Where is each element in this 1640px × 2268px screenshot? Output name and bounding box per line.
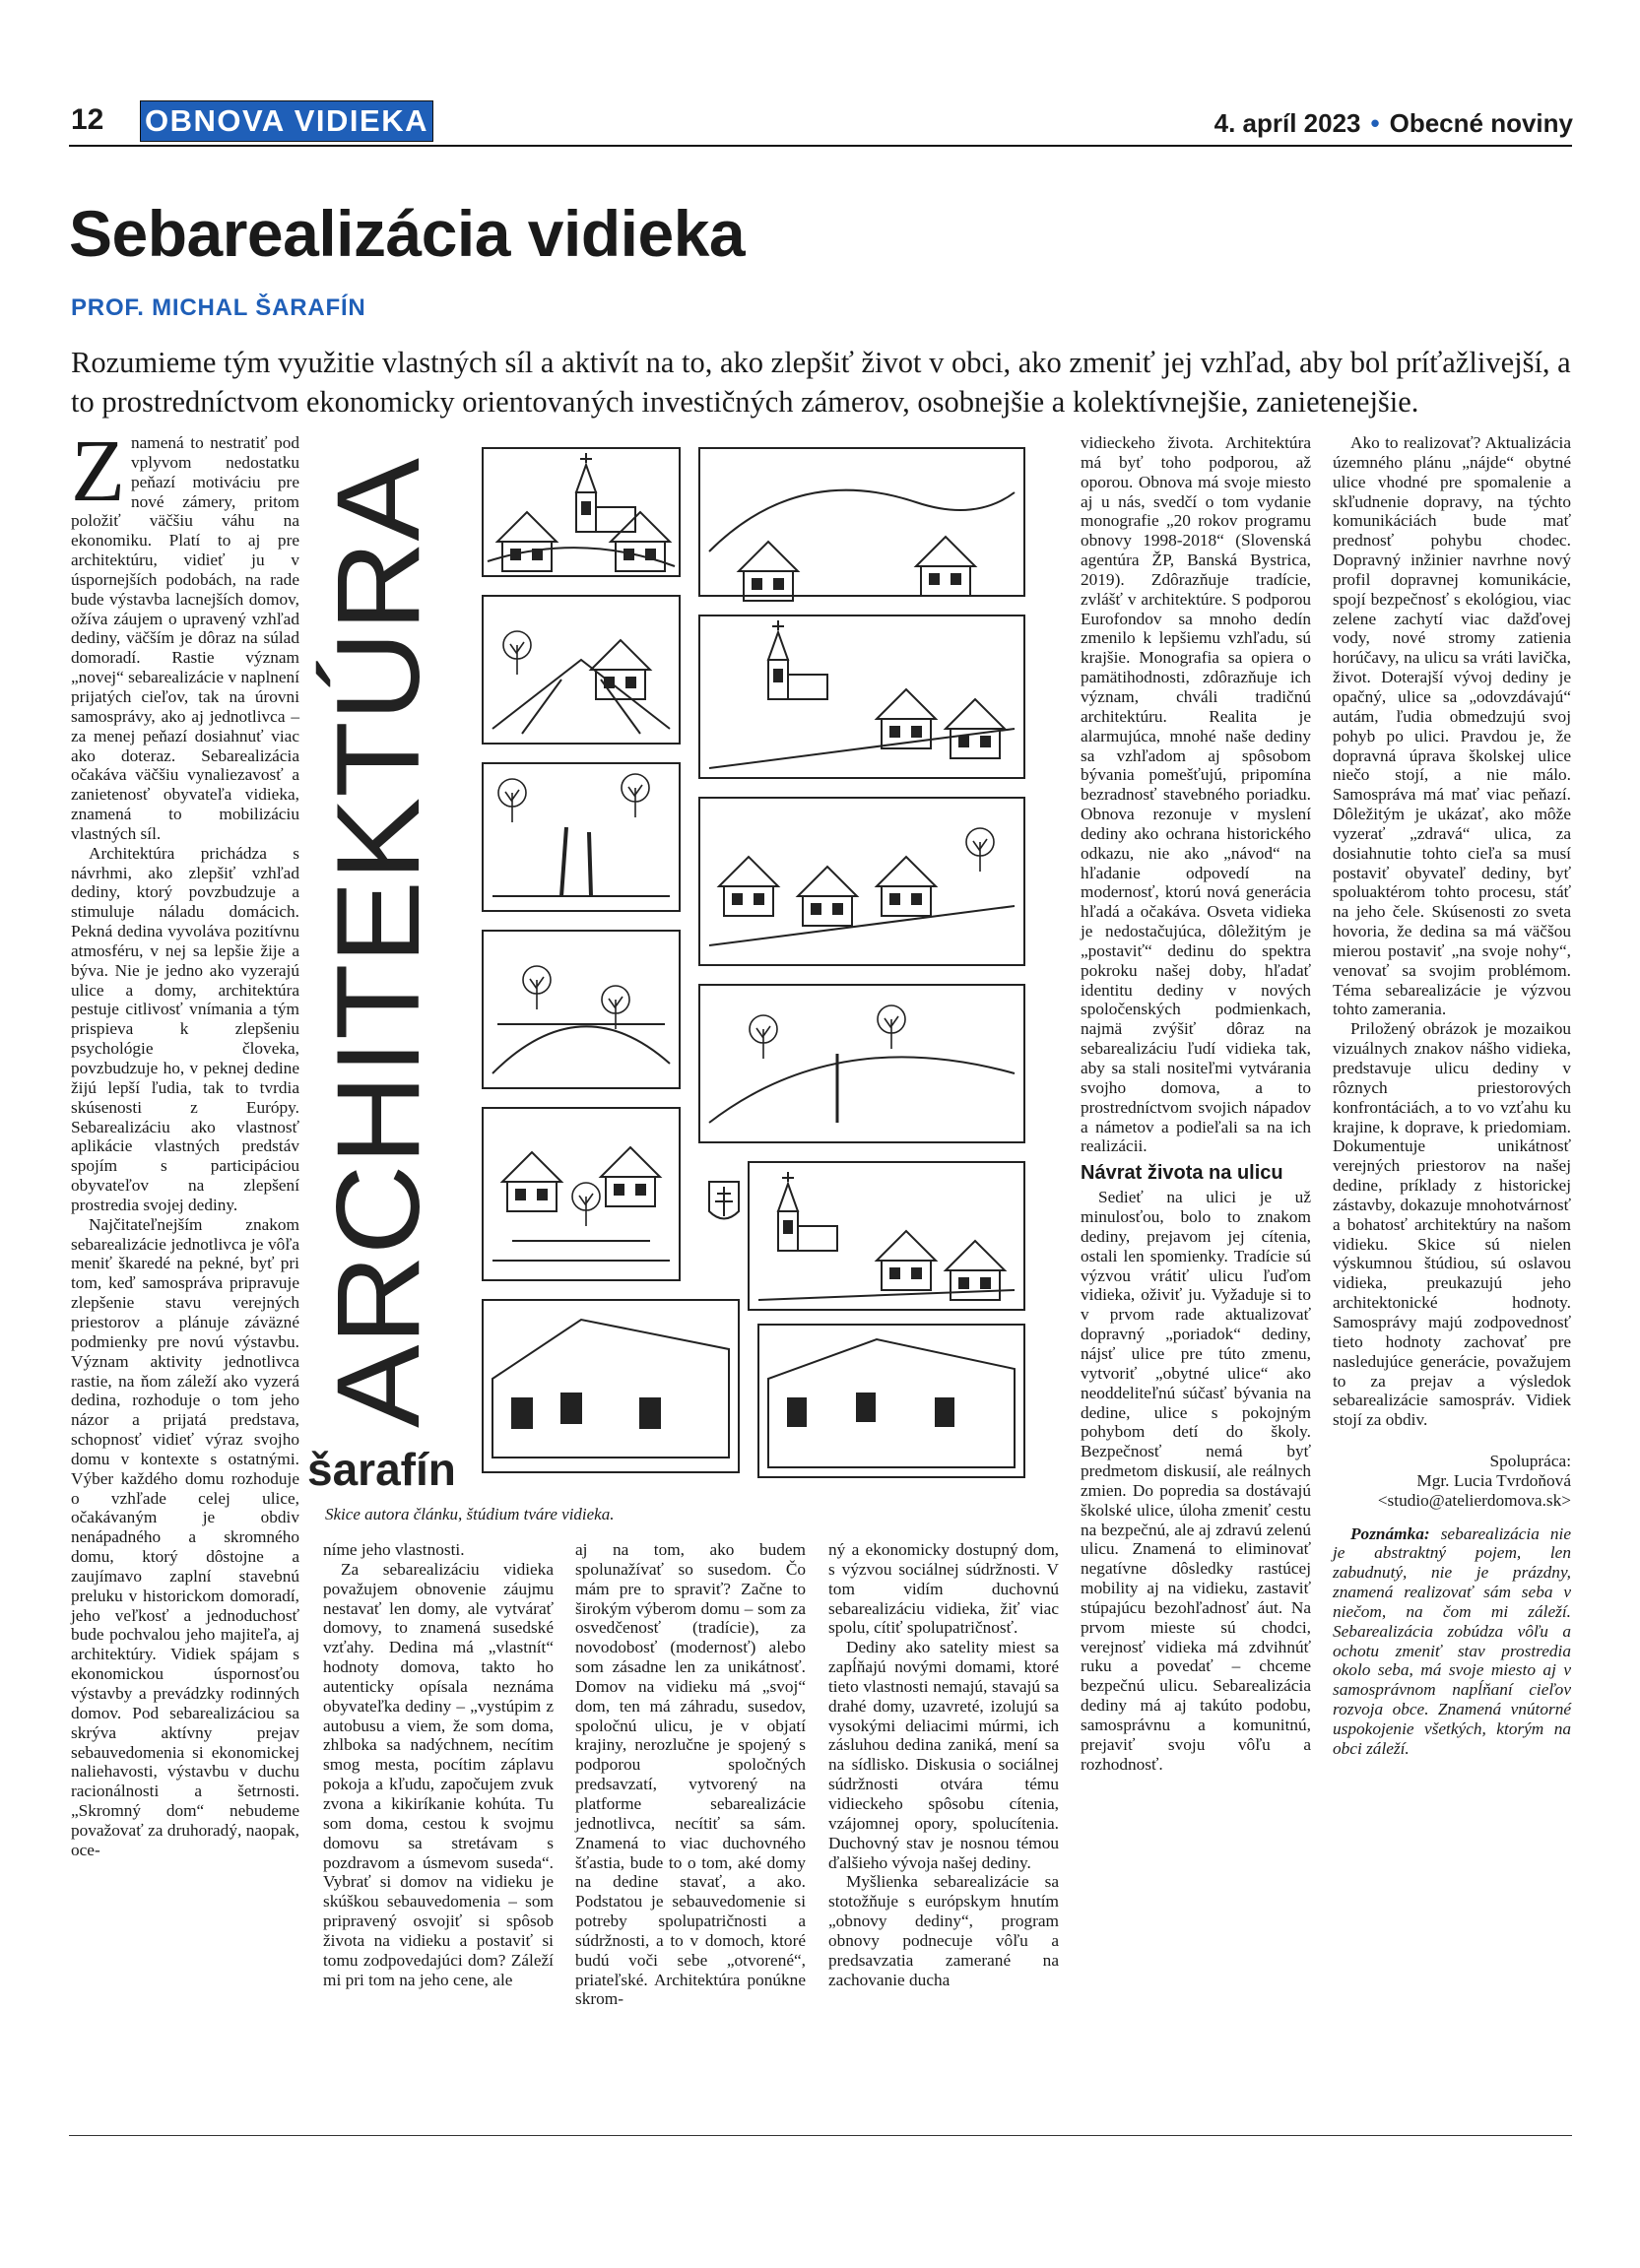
sketch-panel [483,931,680,1088]
body-paragraph: Za sebarealizáciu vidieka považujem obnovenie záujmu nestavať len domy, ale vytvárať domovy, to znamená susedské vzťahy. Dedina má „vlastnít“ hodnoty domova, takto ho autenticky opísala neznáma obyvateľka dediny – „vystúpim z autobusu a viem, že som doma, zhlboka sa nadýchnem, necítim smog mesta, pocítim záplavu pokoja a kľudu, započujem zvuk zvona a kikiríkanie kohúta. Tu som doma, cestou k svojmu domovu sa stretávam s pozdravom a úsmevom suseda“. Vybrať si domov na vidieku je skúškou sebauvedomenia – som pripravený osvojiť si spôsob života na vidieku a postaviť si tomu zodpovedajúci dom? Záleží mi pri tom na jeho cene, ale [323,1559,554,1989]
sketch-panel [483,1108,680,1280]
sketch-panel [483,448,680,576]
cooperation-label: Spolupráca: [1489,1452,1571,1471]
body-column-4 [828,1540,1059,1989]
cooperation-email: <studio@atelierdomova.sk> [1377,1490,1571,1510]
sketch-panel [699,616,1024,778]
author-note [1333,1524,1571,1759]
sketch-panel [749,1162,1024,1310]
page-number: 12 [71,103,104,136]
body-paragraph: aj na tom, ako budem spolunažívať so susedom. Čo mám pre to spraviť? Začne to širokým výberom domu – som za osvedčenosť (tradície), za novodobosť (modernosť) alebo som zásadne len za unikátnosť. Domov na vidieku má „svoj“ dom, ten má záhradu, susedov, spoločnú ulicu, je v objatí krajiny, nerozlučne je spojený s podporou spoločných predsavzatí, vytvorený na platforme sebarealizácie jednotlivca, necítiť sa sám. Znamená to viac duchovného šťastia, bude to o tom, aké domy na dedine stavať, a ako. Podstatou je sebauvedomenie si potreby spolupatričnosti a súdržnosti, a to v domoch, ktoré budú voči sebe „otvorené“, priateľské. Architektúra ponúkne skrom- [575,1540,806,2009]
sketch-panel [758,1325,1024,1477]
sketch-panel [483,596,680,744]
article-author: PROF. MICHAL ŠARAFÍN [71,294,366,321]
sketch-panel [699,798,1024,965]
sketch-panel [699,985,1024,1142]
body-paragraph: Znamená to nestratiť pod vplyvom nedostatku peňazí motiváciu pre nové zámery, pritom položiť väčšiu váhu na ekonomiku. Platí to aj pre architektúru, vidieť ju v úspornejších podobách, na rade bude výstavba lacnejších domov, ožíva záujem o upravený vzhľad dediny, väčším je dôraz na súlad domoradí. Rastie význam „novej“ sebarealizácie v naplnení prijatých cieľov, tak na úrovni samosprávy, ako aj jednotlivca – za menej peňazí dosiahnuť viac ako doteraz. Sebarealizácia očakáva väčšiu vynaliezavosť a zanietenosť obyvateľa vidieka, znamená to mobilizáciu vlastných síl. [71,422,299,843]
body-column-2 [323,1540,554,1989]
sketch-panel [483,763,680,911]
issue-date: 4. apríl 2023 [1214,108,1361,138]
cooperation-name: Mgr. Lucia Tvrdoňová [1416,1470,1571,1490]
body-paragraph: Priložený obrázok je mozaikou vizuálnych znakov nášho vidieka, predstavuje ulicu dediny v rôznych priestorových konfrontáciách, a to vo vzťahu ku krajine, k doprave, k priedomiam. Dokumentuje unikátnosť verejných priestorov na našej dedine, príklady z historickej zástavby, dokazuje mnohotvárnosť a bohatosť architektúry na našom vidieku. Skice sú nielen výskumnou štúdiou, sú oslavou vidieka, preukazujú jeho architektonické hodnoty. Samosprávy majú zodpovednosť tieto hodnoty zachovať pre nasledujúce generácie, považujem to za prejav a výsledok sebarealizácie samospráv. Vidiek stojí za obdiv. [1333,1019,1571,1430]
header-date-publication [1214,106,1573,140]
footer-rule [69,2135,1572,2136]
body-column-3 [575,1540,806,2009]
body-paragraph: Architektúra prichádza s návrhmi, ako zlepšiť vzhľad dediny, ktorý povzbudzuje a stimuluje náladu domácich. Pekná dedina vyvoláva pozitívnu atmosféru, v nej sa lepšie žije a býva. Nie je jedno ako vyzerajú ulice a domy, architektúra pestuje citlivosť vnímania a tým prispieva k zlepšeniu psychológie človeka, povzbudzuje ho, v peknej dedine žijú lepší ľudia, tak to tvrdia skúsenosti z Európy. Sebarealizáciu ako vlastnosť aplikácie vlastných predstáv spojím s participáciou obyvateľov na zlepšení prostredia svojej dediny. [71,843,299,1214]
body-column-6 [1333,433,1571,1759]
section-label: OBNOVA VIDIEKA [141,101,432,141]
illustration-caption: Skice autora článku, štúdium tváre vidieka. [325,1505,615,1523]
body-paragraph: Dediny ako satelity miest sa zapĺňajú novými domami, ktoré tieto vlastnosti nemajú, stavajú sa drahé domy, uzavreté, izolujú sa vysokými deliacimi múrmi, ich zásluhou dedina zaniká, mení sa na sídlisko. Diskusia o sociálnej súdržnosti otvára tému vidieckeho spôsobu cítenia, vzájomnej opory, spolucítenia. Duchovný stav je nosnou témou ďalšieho vývoja našej dediny. [828,1638,1059,1872]
coat-of-arms-icon [709,1182,739,1219]
body-paragraph: Ako to realizovať? Aktualizácia územného plánu „nájde“ obytné ulice vhodné pre spomalenie a skľudnenie dopravy, na týchto komunikáciách bude mať prednosť pohybu chodec. Dopravný inžinier navrhne nový profil dopravnej komunikácie, spojí bezpečnosť s ekológiou, viac zelene zachytí viac dažďovej vody, nové stromy zatienia horúčavy, na ulicu sa vráti lavička, život. Doterajší vývoj dediny je opačný, ulice sa „odovzdávajú“ autám, ľudia obmedzujú svoj pohyb po ulici. Pravdou je, že dopravná úprava školskej ulice niečo stojí, a nie málo. Samospráva má mať viac peňazí. Dôležitým je ukázať, ako môže vyzerať „zdravá“ ulica, za dosiahnutie tohto cieľa sa musí postaviť obyvateľ dediny, byť spoluaktérom tohto procesu, stáť na jeho čele. Skúsenosti zo sveta hovoria, že dedina sa má väčšou mierou postaviť „na svoje nohy“, venovať sa svojim problémom. Téma sebarealizácie je výzvou tohto zamerania. [1333,433,1571,1019]
body-column-1 [71,422,299,1860]
sketch-panel [699,448,1024,601]
sketch-panel [483,1300,739,1472]
body-paragraph: vidieckeho života. Architektúra má byť toho podporou, až oporou. Obnova má svoje miesto aj u nás, svedčí o tom vydanie monografie „20 rokov programu obnovy 1998-2018“ (Slovenská agentúra ŽP, Banská Bystrica, 2019). Zdôrazňuje tradície, zvlášť v architektúre. S podporou Eurofondov sa mnoho dedín zmenilo k lepšiemu vzhľadu, sú krajšie. Monografia sa opiera o pamätihodnosti, zdôrazňuje ich význam, chváli tradičnú architektúru. Realita je alarmujúca, mnohé naše dediny sa vzhľadom aj spôsobom bývania pomešťujú, pripomína bezradnosť stavebného poriadku. Obnova rezonuje v myslení dediny ako ochrana historického odkazu, nie ako „návod“ na hľadanie odpovedí na modernosť, ktorú nová generácia hľadá a očakáva. Osveta vidieka je nedostačujúca, dôležitým je „postaviť“ dedinu do spektra pokroku našej doby, hľadať identitu dediny v nových spoločenských podmienkach, najmä zvýšiť dôraz na sebarealizáciu ľudí vidieka tak, aby sa stali nositeľmi vytvárania svojho domova, a to prostredníctvom svojich nápadov a námetov a podieľali sa na ich realizácii. [1081,433,1311,1156]
drop-cap: Z [71,422,125,520]
header-rule [69,145,1572,147]
body-paragraph: ný a ekonomicky dostupný dom, s výzvou sociálnej súdržnosti. V tom vidím duchovnú sebarealizáciu vidieka, žiť viac spolu, cítiť spolupatričnosť. [828,1540,1059,1638]
note-text: sebarealizácia nie je abstraktný pojem, len zabudnutý, nie je prázdny, znamená realizovať sám seba v niečom, na čom mi záleží. Sebarealizácia zobúdza vôľu a ochotu zmeniť stav prostredia okolo seba, má svoje miesto aj v samosprávnom napĺňaní cieľov rozvoja obce. Znamená vnútorné uspokojenie všetkých, ktorým na obci záleží. [1333,1523,1571,1758]
note-label: Poznámka: [1350,1523,1430,1543]
publication-name: Obecné noviny [1389,108,1573,138]
illustration-title: ARCHITEKTÚRA [312,508,444,1428]
body-paragraph: Najčitateľnejším znakom sebarealizácie jednotlivca je vôľa meniť škaredé na pekné, byť pri tom, keď samospráva pripravuje zlepšenie stavu verejných priestorov a plánuje záväzné podmienky pre novú výstavbu. Význam aktivity jednotlivca rastie, na ňom záleží ako vyzerá dedina, rozhoduje o tom jeho názor a prijatá predstava, schopnosť vidieť výraz svojho domu v kontexte s ostatnými. Výber každého domu rozhoduje o vzhľade celej ulice, očakávaným je obdiv nenápadného a skromného domu, ktorý dôstojne a zaujímavo zaplní stavebnú preluku v historickom domoradí, jeho veľkosť a jednoduchosť bude pochvalou jeho majiteľa, aj architektúry. Vidiek spájam s ekonomickou úspornosťou výstavby a prevádzky rodinných domov. Pod sebarealizáciou sa skrýva aktívny prejav sebauvedomenia si ekonomickej naliehavosti, výstavbu v duchu racionálnosti a šetrnosti. „Skromný dom“ nebudeme považovať za druhoradý, naopak, oce- [71,1214,299,1859]
article-title: Sebarealizácia vidieka [69,197,746,270]
body-paragraph: Sedieť na ulici je už minulosťou, bolo to znakom dediny, prejavom jej cítenia, ostali len spomienky. Tradície sú výzvou vrátiť ulicu ľuďom vidieka, oživiť ju. Vyžaduje si to v prvom rade aktualizovať dopravný „poriadok“ dediny, nájsť ulice pre túto zmenu, vytvoriť „obytné ulice“ ako neoddeliteľnú súčasť bývania na dedine, ulice s pokojným pohybom detí do školy. Bezpečnosť nemá byť predmetom diskusií, ale reálnych zmien. Do popredia sa dostávajú školské ulice, úloha zmeniť cestu na bezpečnú, ale aj zdravú zelenú ulicu. Znamená to eliminovať negatívne dôsledky rastúcej mobility aj na vidieku, zastaviť stúpajúcu bezohľadnosť áut. Na prvom mieste sú chodci, verejnosť vidieka má zdvihnúť ruku a povedať – chceme bezpečnú ulicu. Sebarealizácia dediny má aj takúto podobu, samosprávnu a komunitnú, prejaviť svoju vôľu a rozhodnosť. [1081,1188,1311,1774]
sketch-mosaic-illustration [307,433,1044,1497]
separator-dot: • [1370,108,1380,138]
body-paragraph: níme jeho vlastnosti. [323,1540,465,1559]
body-paragraph: Myšlienka sebarealizácie sa stotožňuje s európskym hnutím „obnovy dediny“, program obnovy podnecuje vôľu a predsavzatia zamerané na zachovanie ducha [828,1872,1059,1989]
article-lead: Rozumieme tým využitie vlastných síl a aktivít na to, ako zlepšiť život v obci, ako zmeniť jej vzhľad, aby bol príťažlivejší, a to prostredníctvom ekonomicky orientovaných investičných zámerov, osobnejšie a kolektívnejšie, zanietenejšie. [71,346,1571,419]
illustration-signature: šarafín [307,1444,456,1495]
section-subheading: Návrat života na ulicu [1081,1162,1283,1185]
body-column-5 [1081,433,1311,1775]
